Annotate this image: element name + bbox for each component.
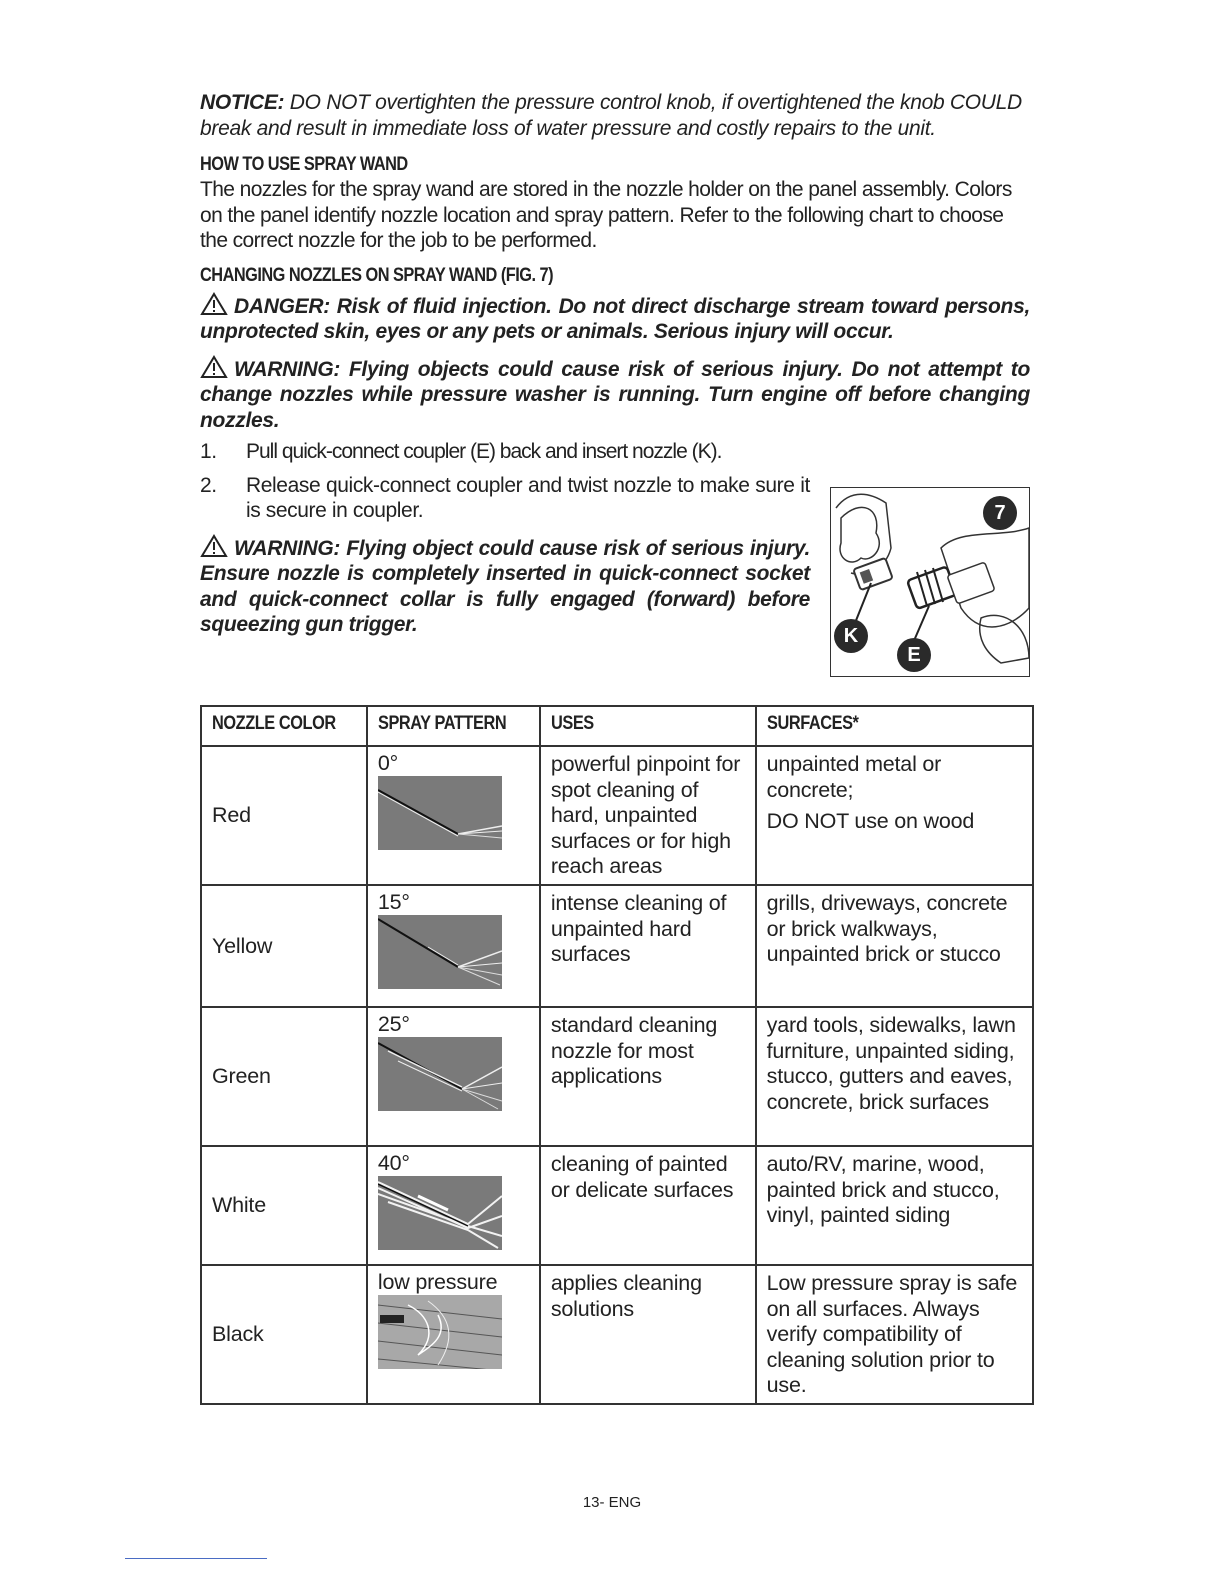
surfaces-cell: grills, driveways, concrete or brick walkways, unpainted brick or stucco <box>756 885 1033 1007</box>
step-text: Pull quick-connect coupler (E) back and insert nozzle (K). <box>246 440 722 463</box>
spray-angle-label: 15° <box>377 890 410 914</box>
table-row <box>201 746 1033 885</box>
step-number: 1. <box>200 440 217 463</box>
notice-text: DO NOT overtighten the pressure control knob, if overtightened the knob COULD break and result in immediate loss of water pressure and costly repairs to the unit. <box>200 91 1022 140</box>
heading-how-to-use: HOW TO USE SPRAY WAND <box>200 154 408 175</box>
table-row <box>201 1007 1033 1146</box>
callout-k-badge: K <box>834 619 868 653</box>
uses-cell: applies cleaning solutions <box>540 1265 756 1404</box>
spray-pattern-0-image <box>378 776 502 850</box>
heading-changing-nozzles: CHANGING NOZZLES ON SPRAY WAND (FIG. 7) <box>200 264 554 286</box>
surfaces-cell: Low pressure spray is safe on all surfaces. Always verify compatibility of cleaning solution prior to use. <box>756 1265 1033 1404</box>
table-row <box>201 1146 1033 1265</box>
warning-paragraph-2 <box>200 534 810 638</box>
spray-pattern-40-image <box>378 1176 502 1250</box>
spray-pattern-cell <box>367 885 540 1007</box>
danger-text: DANGER: Risk of fluid injection. Do not direct discharge stream toward persons, unprotected skin, eyes or any pets or animals. Serious injury will occur. <box>200 294 1030 343</box>
surfaces-cell: yard tools, sidewalks, lawn furniture, unpainted siding, stucco, gutters and eaves, concrete, brick surfaces <box>756 1007 1033 1146</box>
spray-pattern-cell <box>367 1265 540 1404</box>
surfaces-cell: auto/RV, marine, wood, painted brick and stucco, vinyl, painted siding <box>756 1146 1033 1265</box>
step-number: 2. <box>200 473 217 497</box>
uses-cell: cleaning of painted or delicate surfaces <box>540 1146 756 1265</box>
footer-rule <box>125 1558 267 1559</box>
uses-cell: standard cleaning nozzle for most applications <box>540 1007 756 1146</box>
callout-e-badge: E <box>897 638 931 672</box>
spray-angle-label: 40° <box>377 1151 410 1175</box>
nozzle-color-cell: White <box>201 1146 367 1265</box>
header-nozzle-color: NOZZLE COLOR <box>201 706 367 746</box>
page-number: 13- ENG <box>582 1494 642 1511</box>
warning-triangle-icon <box>200 534 228 558</box>
warning-triangle-icon <box>200 292 228 316</box>
notice-paragraph <box>200 90 1030 141</box>
surfaces-cell <box>756 746 1033 885</box>
nozzle-table <box>200 705 1034 1405</box>
spray-angle-label: low pressure <box>377 1270 498 1294</box>
danger-paragraph <box>200 292 1030 345</box>
warning-triangle-icon <box>200 355 228 379</box>
spray-wand-paragraph: The nozzles for the spray wand are stored in the nozzle holder on the panel assembly. Colors on the panel identify nozzle location and spray pattern. Refer to the following chart to choose the correct nozzle for the job to be performed. <box>200 178 1012 252</box>
header-uses: USES <box>540 706 756 746</box>
header-surfaces: SURFACES* <box>756 706 1033 746</box>
nozzle-color-cell: Red <box>201 746 367 885</box>
nozzle-color-cell: Yellow <box>201 885 367 1007</box>
step-text: Release quick-connect coupler and twist nozzle to make sure it is secure in coupler. <box>246 473 810 522</box>
list-item <box>200 473 810 524</box>
spray-pattern-cell <box>367 746 540 885</box>
spray-pattern-15-image <box>378 915 502 989</box>
warning-2-text: WARNING: Flying object could cause risk of serious injury. Ensure nozzle is completely inserted in quick-connect socket and quick-connect collar is fully engaged (forward) before squeezing gun trigger. <box>200 536 810 636</box>
figure-number-badge: 7 <box>983 496 1017 530</box>
nozzle-color-cell: Black <box>201 1265 367 1404</box>
spray-angle-label: 25° <box>377 1012 410 1036</box>
uses-cell: powerful pinpoint for spot cleaning of hard, unpainted surfaces or for high reach areas <box>540 746 756 885</box>
table-row <box>201 885 1033 1007</box>
warning-1-text: WARNING: Flying objects could cause risk of serious injury. Do not attempt to change nozzles while pressure washer is running. Turn engine off before changing nozzles. <box>200 357 1030 432</box>
surfaces-note: DO NOT use on wood <box>766 809 975 833</box>
steps-list <box>200 439 810 524</box>
spray-pattern-cell <box>367 1007 540 1146</box>
spray-pattern-25-image <box>378 1037 502 1111</box>
warning-paragraph-1 <box>200 355 1030 434</box>
uses-cell: intense cleaning of unpainted hard surfaces <box>540 885 756 1007</box>
notice-label: NOTICE: <box>200 91 285 114</box>
list-item <box>200 439 810 465</box>
nozzle-color-cell: Green <box>201 1007 367 1146</box>
figure-7 <box>830 487 1030 677</box>
surfaces-text: unpainted metal or concrete; <box>766 752 942 802</box>
spray-angle-label: 0° <box>377 751 399 775</box>
header-spray-pattern: SPRAY PATTERN <box>367 706 540 746</box>
spray-pattern-low-pressure-image <box>378 1295 502 1369</box>
table-row <box>201 1265 1033 1404</box>
table-header-row <box>201 706 1033 746</box>
spray-pattern-cell <box>367 1146 540 1265</box>
